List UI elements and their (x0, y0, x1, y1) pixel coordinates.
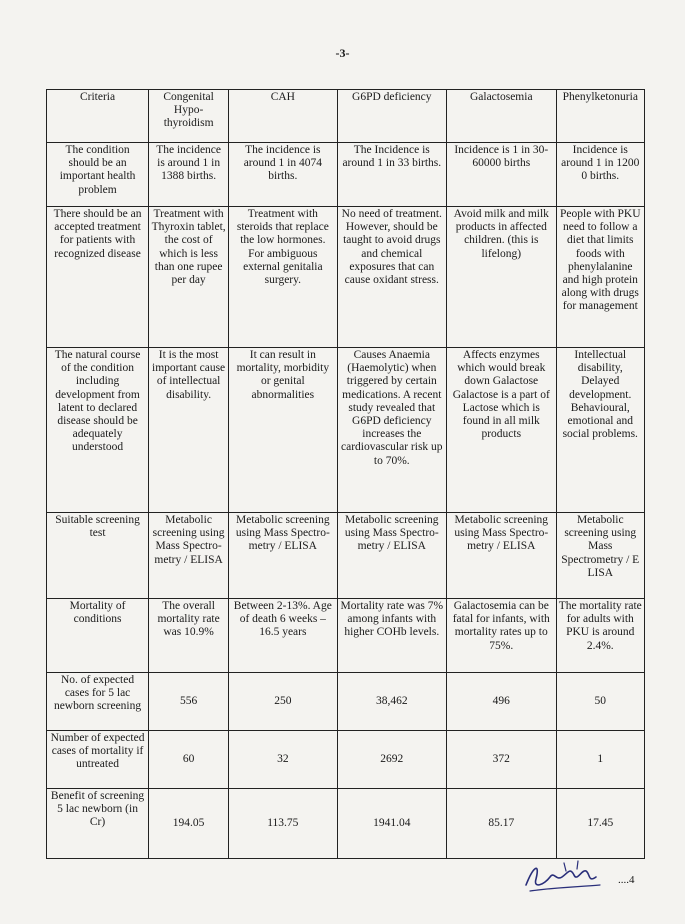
table-cell: It can result in mortality, morbidity or genital abnormalities (229, 348, 337, 513)
table-cell: 1 (556, 731, 644, 789)
table-cell: Metabolic screening using Mass Spectro-metry / ELISA (229, 513, 337, 599)
table-cell: 50 (556, 673, 644, 731)
table-cell: The overall mortality rate was 10.9% (149, 599, 229, 673)
table-cell: 85.17 (447, 789, 556, 859)
header-congenital-hypothyroidism: Congenital Hypo-thyroidism (149, 90, 229, 143)
table-cell: The incidence is around 1 in 1388 births. (149, 143, 229, 207)
table-cell: Intellectual disability, Delayed development. Behavioural, emotional and social problems. (556, 348, 644, 513)
criteria-table (46, 89, 645, 859)
table-cell: 556 (149, 673, 229, 731)
table-cell: Treatment with steroids that replace the low hormones. For ambiguous external genitalia surgery. (229, 207, 337, 348)
table-cell: 250 (229, 673, 337, 731)
table-cell: 60 (149, 731, 229, 789)
table-cell: 372 (447, 731, 556, 789)
table-cell: Mortality rate was 7% among infants with higher COHb levels. (337, 599, 446, 673)
table-header-row (47, 90, 645, 143)
row-criteria-cell: Mortality of conditions (47, 599, 149, 673)
table-cell: The mortality rate for adults with PKU is around 2.4%. (556, 599, 644, 673)
table-cell: Metabolic screening using Mass Spectro-metry / ELISA (149, 513, 229, 599)
table-cell: People with PKU need to follow a diet that limits foods with phenylalanine and high protein along with drugs for management (556, 207, 644, 348)
table-cell: Avoid milk and milk products in affected children. (this is lifelong) (447, 207, 556, 348)
table-row (47, 348, 645, 513)
table-cell: 496 (447, 673, 556, 731)
row-criteria-cell: Number of expected cases of mortality if untreated (47, 731, 149, 789)
table-row (47, 673, 645, 731)
table-cell: Causes Anaemia (Haemolytic) when triggered by certain medications. A recent study revealed that G6PD deficiency increases the cardiovascular risk up to 70%. (337, 348, 446, 513)
table-row (47, 513, 645, 599)
table-cell: It is the most important cause of intellectual disability. (149, 348, 229, 513)
table-cell: No need of treatment. However, should be taught to avoid drugs and chemical exposures that can cause oxidant stress. (337, 207, 446, 348)
table-cell: Metabolic screening using Mass Spectro-metry / ELISA (337, 513, 446, 599)
table-cell: 2692 (337, 731, 446, 789)
table-cell: Affects enzymes which would break down Galactose Galactose is a part of Lactose which is found in all milk products (447, 348, 556, 513)
handwritten-signature-icon (520, 855, 610, 897)
row-criteria-cell: Benefit of screening 5 lac newborn (in Cr) (47, 789, 149, 859)
table-cell: Galactosemia can be fatal for infants, with mortality rates up to 75%. (447, 599, 556, 673)
table-cell: The Incidence is around 1 in 33 births. (337, 143, 446, 207)
table-cell: 113.75 (229, 789, 337, 859)
header-galactosemia: Galactosemia (447, 90, 556, 143)
table-cell: Incidence is around 1 in 1200 0 births. (556, 143, 644, 207)
table-row (47, 207, 645, 348)
continuation-marker: ....4 (618, 874, 635, 886)
table-row (47, 789, 645, 859)
header-g6pd-deficiency: G6PD deficiency (337, 90, 446, 143)
header-cah: CAH (229, 90, 337, 143)
row-criteria-cell: There should be an accepted treatment for patients with recognized disease (47, 207, 149, 348)
table-cell: 38,462 (337, 673, 446, 731)
page-number: -3- (335, 46, 350, 60)
table-cell: 194.05 (149, 789, 229, 859)
table-cell: Between 2-13%. Age of death 6 weeks – 16.5 years (229, 599, 337, 673)
row-criteria-cell: The condition should be an important health problem (47, 143, 149, 207)
table-cell: Treatment with Thyroxin tablet, the cost of which is less than one rupee per day (149, 207, 229, 348)
table-row (47, 731, 645, 789)
header-phenylketonuria: Phenylketonuria (556, 90, 644, 143)
row-criteria-cell: Suitable screening test (47, 513, 149, 599)
header-criteria: Criteria (47, 90, 149, 143)
table-cell: Metabolic screening using Mass Spectrometry / E LISA (556, 513, 644, 599)
table-cell: 1941.04 (337, 789, 446, 859)
table-cell: Metabolic screening using Mass Spectro-metry / ELISA (447, 513, 556, 599)
table-row (47, 599, 645, 673)
table-row (47, 143, 645, 207)
table-cell: Incidence is 1 in 30-60000 births (447, 143, 556, 207)
table-cell: The incidence is around 1 in 4074 births. (229, 143, 337, 207)
table-cell: 32 (229, 731, 337, 789)
table-cell: 17.45 (556, 789, 644, 859)
row-criteria-cell: No. of expected cases for 5 lac newborn screening (47, 673, 149, 731)
row-criteria-cell: The natural course of the condition including development from latent to declared disease should be adequately understood (47, 348, 149, 513)
